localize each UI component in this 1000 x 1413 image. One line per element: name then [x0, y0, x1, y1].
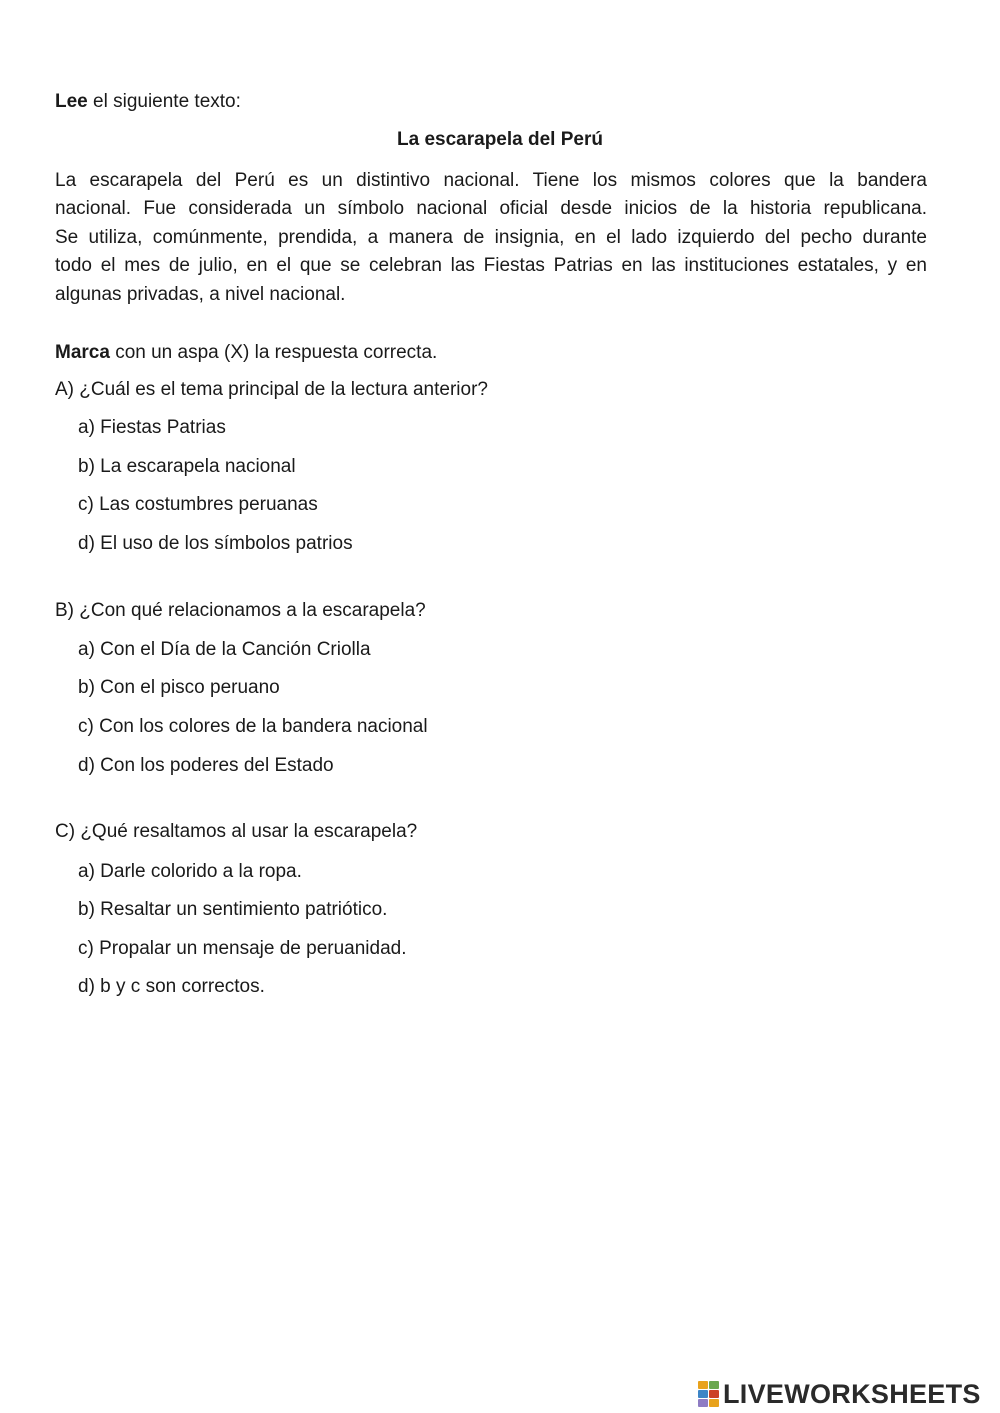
logo-square — [698, 1390, 708, 1398]
question-b-option-b[interactable]: b) Con el pisco peruano — [78, 677, 280, 698]
paragraph-line: nacional. Fue considerada un símbolo nacional oficial desde inicios de la historia republicana. — [55, 198, 927, 220]
paragraph-line: algunas privadas, a nivel nacional. — [55, 283, 346, 305]
liveworksheets-logo-text: LIVEWORKSHEETS — [723, 1378, 981, 1409]
paragraph-line: todo el mes de julio, en el que se celebran las Fiestas Patrias en las instituciones estatales, y en — [55, 255, 927, 277]
instruction-line — [55, 341, 437, 365]
question-a-option-b[interactable]: b) La escarapela nacional — [78, 456, 296, 477]
question-a-option-d[interactable]: d) El uso de los símbolos patrios — [78, 533, 353, 554]
liveworksheets-logo-icon — [698, 1381, 720, 1407]
instruction-bold: Marca — [55, 342, 110, 363]
question-b-option-d[interactable]: d) Con los poderes del Estado — [78, 755, 334, 776]
question-a-option-a[interactable]: a) Fiestas Patrias — [78, 417, 226, 438]
question-a-option-c[interactable]: c) Las costumbres peruanas — [78, 494, 318, 515]
liveworksheets-logo — [698, 1379, 981, 1409]
intro-bold: Lee — [55, 91, 88, 112]
question-b-option-a[interactable]: a) Con el Día de la Canción Criolla — [78, 639, 371, 660]
logo-square — [698, 1381, 708, 1389]
question-a: A) ¿Cuál es el tema principal de la lectura anterior? — [55, 379, 488, 400]
logo-square — [709, 1381, 719, 1389]
logo-square — [709, 1399, 719, 1407]
paragraph-line: Se utiliza, comúnmente, prendida, a manera de insignia, en el lado izquierdo del pecho durante — [55, 226, 927, 248]
question-c: C) ¿Qué resaltamos al usar la escarapela? — [55, 821, 418, 842]
logo-square — [698, 1399, 708, 1407]
instruction-rest: con un aspa (X) la respuesta correcta. — [109, 342, 438, 363]
paragraph-line: La escarapela del Perú es un distintivo nacional. Tiene los mismos colores que la bandera — [55, 170, 927, 191]
question-b: B) ¿Con qué relacionamos a la escarapela? — [55, 600, 426, 621]
question-b-option-c[interactable]: c) Con los colores de la bandera nacional — [78, 716, 428, 737]
intro-line — [55, 90, 241, 114]
logo-square — [709, 1390, 719, 1398]
question-c-option-d[interactable]: d) b y c son correctos. — [78, 976, 265, 997]
question-c-option-b[interactable]: b) Resaltar un sentimiento patriótico. — [78, 899, 388, 920]
question-c-option-a[interactable]: a) Darle colorido a la ropa. — [78, 861, 302, 882]
intro-rest: el siguiente texto: — [87, 91, 241, 112]
question-c-option-c[interactable]: c) Propalar un mensaje de peruanidad. — [78, 938, 407, 959]
reading-paragraph — [55, 167, 927, 309]
reading-title: La escarapela del Perú — [397, 129, 603, 150]
